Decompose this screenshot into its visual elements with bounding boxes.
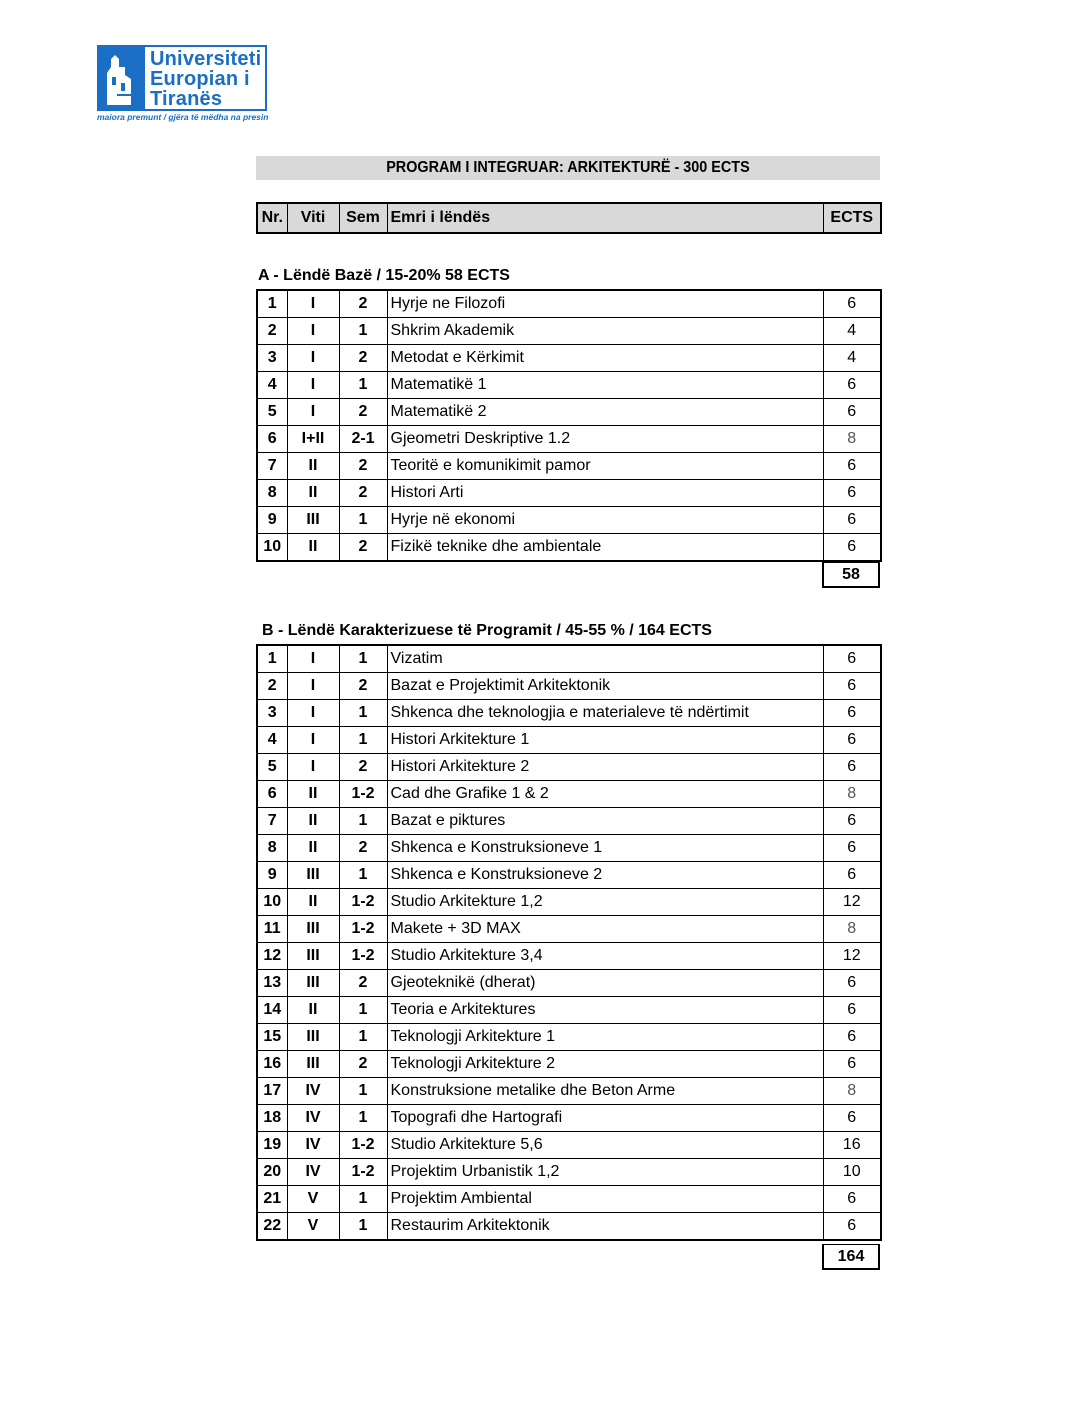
row-ects: 6 bbox=[823, 997, 881, 1024]
row-viti: III bbox=[287, 507, 339, 534]
row-ects: 8 bbox=[823, 1078, 881, 1105]
row-viti: III bbox=[287, 862, 339, 889]
row-sem: 1 bbox=[339, 862, 387, 889]
row-nr: 17 bbox=[257, 1078, 287, 1105]
table-row bbox=[257, 399, 881, 426]
table-row bbox=[257, 1213, 881, 1241]
column-header-table bbox=[256, 202, 882, 234]
table-row bbox=[257, 372, 881, 399]
row-course-name: Topografi dhe Hartografi bbox=[387, 1105, 823, 1132]
row-viti: I bbox=[287, 727, 339, 754]
row-course-name: Bazat e piktures bbox=[387, 808, 823, 835]
row-viti: I bbox=[287, 345, 339, 372]
row-viti: I bbox=[287, 673, 339, 700]
row-nr: 16 bbox=[257, 1051, 287, 1078]
row-sem: 1 bbox=[339, 700, 387, 727]
row-nr: 6 bbox=[257, 781, 287, 808]
logo-line-2: Europian i bbox=[150, 68, 250, 90]
section-a-total: 58 bbox=[822, 562, 880, 588]
row-viti: III bbox=[287, 1024, 339, 1051]
header-ects: ECTS bbox=[823, 203, 881, 233]
row-viti: I bbox=[287, 399, 339, 426]
table-row bbox=[257, 916, 881, 943]
row-nr: 14 bbox=[257, 997, 287, 1024]
row-sem: 2 bbox=[339, 673, 387, 700]
row-course-name: Matematikë 1 bbox=[387, 372, 823, 399]
row-course-name: Cad dhe Grafike 1 & 2 bbox=[387, 781, 823, 808]
table-row bbox=[257, 700, 881, 727]
row-course-name: Teoritë e komunikimit pamor bbox=[387, 453, 823, 480]
row-sem: 1 bbox=[339, 1105, 387, 1132]
row-ects: 4 bbox=[823, 345, 881, 372]
row-ects: 8 bbox=[823, 426, 881, 453]
logo-line-3: Tiranës bbox=[150, 88, 223, 110]
table-row bbox=[257, 534, 881, 562]
section-b-table bbox=[256, 644, 882, 1241]
table-row bbox=[257, 970, 881, 997]
table-row bbox=[257, 290, 881, 318]
row-nr: 3 bbox=[257, 700, 287, 727]
row-course-name: Vizatim bbox=[387, 645, 823, 673]
table-row bbox=[257, 426, 881, 453]
row-sem: 1-2 bbox=[339, 916, 387, 943]
row-course-name: Hyrje në ekonomi bbox=[387, 507, 823, 534]
row-sem: 1-2 bbox=[339, 1159, 387, 1186]
row-course-name: Teoria e Arkitektures bbox=[387, 997, 823, 1024]
row-sem: 1-2 bbox=[339, 889, 387, 916]
table-row bbox=[257, 727, 881, 754]
logo-tagline: maiora premunt / gjëra të mëdha na presin bbox=[97, 112, 269, 122]
row-viti: III bbox=[287, 1051, 339, 1078]
row-viti: I+II bbox=[287, 426, 339, 453]
row-viti: II bbox=[287, 835, 339, 862]
row-viti: II bbox=[287, 781, 339, 808]
table-row bbox=[257, 781, 881, 808]
row-nr: 10 bbox=[257, 889, 287, 916]
row-course-name: Gjeometri Deskriptive 1.2 bbox=[387, 426, 823, 453]
row-sem: 2 bbox=[339, 399, 387, 426]
table-row bbox=[257, 1159, 881, 1186]
row-ects: 6 bbox=[823, 862, 881, 889]
row-viti: IV bbox=[287, 1132, 339, 1159]
row-ects: 12 bbox=[823, 889, 881, 916]
column-header-row bbox=[257, 203, 881, 233]
row-sem: 1 bbox=[339, 1213, 387, 1241]
table-row bbox=[257, 507, 881, 534]
row-course-name: Studio Arkitekture 1,2 bbox=[387, 889, 823, 916]
university-logo bbox=[97, 45, 277, 125]
row-ects: 6 bbox=[823, 1105, 881, 1132]
row-sem: 1 bbox=[339, 997, 387, 1024]
row-ects: 10 bbox=[823, 1159, 881, 1186]
row-nr: 20 bbox=[257, 1159, 287, 1186]
row-viti: I bbox=[287, 700, 339, 727]
row-viti: III bbox=[287, 916, 339, 943]
row-nr: 3 bbox=[257, 345, 287, 372]
row-viti: I bbox=[287, 645, 339, 673]
row-course-name: Shkenca e Konstruksioneve 1 bbox=[387, 835, 823, 862]
row-ects: 6 bbox=[823, 700, 881, 727]
table-row bbox=[257, 1105, 881, 1132]
row-course-name: Shkenca dhe teknologjia e materialeve të ndërtimit bbox=[387, 700, 823, 727]
table-row bbox=[257, 889, 881, 916]
row-course-name: Teknologji Arkitekture 1 bbox=[387, 1024, 823, 1051]
row-viti: II bbox=[287, 534, 339, 562]
table-row bbox=[257, 862, 881, 889]
row-viti: I bbox=[287, 318, 339, 345]
row-course-name: Bazat e Projektimit Arkitektonik bbox=[387, 673, 823, 700]
row-sem: 1 bbox=[339, 645, 387, 673]
row-sem: 2-1 bbox=[339, 426, 387, 453]
row-ects: 6 bbox=[823, 1024, 881, 1051]
row-nr: 4 bbox=[257, 372, 287, 399]
header-name: Emri i lëndës bbox=[387, 203, 823, 233]
section-b-title: B - Lëndë Karakterizuese të Programit / 45-55 % / 164 ECTS bbox=[262, 622, 712, 639]
row-nr: 2 bbox=[257, 318, 287, 345]
table-row bbox=[257, 345, 881, 372]
row-viti: III bbox=[287, 943, 339, 970]
row-course-name: Gjeoteknikë (dherat) bbox=[387, 970, 823, 997]
table-row bbox=[257, 808, 881, 835]
row-course-name: Fizikë teknike dhe ambientale bbox=[387, 534, 823, 562]
row-nr: 18 bbox=[257, 1105, 287, 1132]
row-nr: 1 bbox=[257, 290, 287, 318]
table-row bbox=[257, 754, 881, 781]
row-viti: IV bbox=[287, 1105, 339, 1132]
row-course-name: Hyrje ne Filozofi bbox=[387, 290, 823, 318]
row-nr: 8 bbox=[257, 835, 287, 862]
row-sem: 1-2 bbox=[339, 781, 387, 808]
row-ects: 6 bbox=[823, 970, 881, 997]
row-viti: II bbox=[287, 808, 339, 835]
row-ects: 12 bbox=[823, 943, 881, 970]
table-row bbox=[257, 997, 881, 1024]
section-a-table bbox=[256, 289, 882, 562]
row-nr: 9 bbox=[257, 507, 287, 534]
row-nr: 11 bbox=[257, 916, 287, 943]
row-ects: 6 bbox=[823, 399, 881, 426]
row-sem: 2 bbox=[339, 345, 387, 372]
row-ects: 6 bbox=[823, 534, 881, 562]
row-sem: 1-2 bbox=[339, 943, 387, 970]
row-sem: 1 bbox=[339, 727, 387, 754]
row-viti: I bbox=[287, 290, 339, 318]
row-course-name: Histori Arti bbox=[387, 480, 823, 507]
row-course-name: Projektim Urbanistik 1,2 bbox=[387, 1159, 823, 1186]
row-course-name: Shkrim Akademik bbox=[387, 318, 823, 345]
row-course-name: Histori Arkitekture 1 bbox=[387, 727, 823, 754]
row-ects: 6 bbox=[823, 1051, 881, 1078]
row-nr: 8 bbox=[257, 480, 287, 507]
row-viti: II bbox=[287, 997, 339, 1024]
row-course-name: Projektim Ambiental bbox=[387, 1186, 823, 1213]
row-sem: 2 bbox=[339, 835, 387, 862]
table-row bbox=[257, 835, 881, 862]
row-course-name: Restaurim Arkitektonik bbox=[387, 1213, 823, 1241]
row-nr: 10 bbox=[257, 534, 287, 562]
row-course-name: Histori Arkitekture 2 bbox=[387, 754, 823, 781]
table-row bbox=[257, 1132, 881, 1159]
row-sem: 1 bbox=[339, 1024, 387, 1051]
table-row bbox=[257, 1186, 881, 1213]
row-sem: 2 bbox=[339, 970, 387, 997]
row-course-name: Studio Arkitekture 5,6 bbox=[387, 1132, 823, 1159]
row-sem: 1 bbox=[339, 808, 387, 835]
row-nr: 7 bbox=[257, 808, 287, 835]
header-viti: Viti bbox=[287, 203, 339, 233]
row-nr: 9 bbox=[257, 862, 287, 889]
table-row bbox=[257, 673, 881, 700]
row-sem: 2 bbox=[339, 290, 387, 318]
section-a-title: A - Lëndë Bazë / 15-20% 58 ECTS bbox=[258, 267, 510, 284]
row-nr: 2 bbox=[257, 673, 287, 700]
row-ects: 6 bbox=[823, 372, 881, 399]
row-viti: V bbox=[287, 1186, 339, 1213]
row-sem: 2 bbox=[339, 754, 387, 781]
row-viti: II bbox=[287, 889, 339, 916]
row-ects: 8 bbox=[823, 781, 881, 808]
row-course-name: Matematikë 2 bbox=[387, 399, 823, 426]
row-nr: 6 bbox=[257, 426, 287, 453]
row-ects: 6 bbox=[823, 1213, 881, 1241]
page-title: PROGRAM I INTEGRUAR: ARKITEKTURË - 300 ECTS bbox=[256, 156, 880, 180]
row-ects: 6 bbox=[823, 290, 881, 318]
row-sem: 2 bbox=[339, 534, 387, 562]
row-ects: 6 bbox=[823, 754, 881, 781]
row-viti: II bbox=[287, 453, 339, 480]
row-sem: 1 bbox=[339, 1186, 387, 1213]
row-ects: 6 bbox=[823, 1186, 881, 1213]
row-ects: 8 bbox=[823, 916, 881, 943]
row-ects: 6 bbox=[823, 673, 881, 700]
row-nr: 4 bbox=[257, 727, 287, 754]
row-sem: 1-2 bbox=[339, 1132, 387, 1159]
row-viti: III bbox=[287, 970, 339, 997]
row-nr: 19 bbox=[257, 1132, 287, 1159]
row-viti: II bbox=[287, 480, 339, 507]
table-row bbox=[257, 480, 881, 507]
table-row bbox=[257, 318, 881, 345]
logo-line-1: Universiteti bbox=[150, 48, 262, 70]
row-sem: 1 bbox=[339, 507, 387, 534]
table-row bbox=[257, 645, 881, 673]
row-ects: 6 bbox=[823, 480, 881, 507]
tower-emblem-icon bbox=[97, 45, 143, 111]
row-ects: 6 bbox=[823, 645, 881, 673]
row-nr: 5 bbox=[257, 754, 287, 781]
row-course-name: Metodat e Kërkimit bbox=[387, 345, 823, 372]
row-sem: 1 bbox=[339, 372, 387, 399]
row-viti: IV bbox=[287, 1078, 339, 1105]
row-course-name: Shkenca e Konstruksioneve 2 bbox=[387, 862, 823, 889]
row-nr: 22 bbox=[257, 1213, 287, 1241]
row-ects: 4 bbox=[823, 318, 881, 345]
row-ects: 16 bbox=[823, 1132, 881, 1159]
row-ects: 6 bbox=[823, 808, 881, 835]
row-course-name: Teknologji Arkitekture 2 bbox=[387, 1051, 823, 1078]
row-ects: 6 bbox=[823, 835, 881, 862]
row-course-name: Konstruksione metalike dhe Beton Arme bbox=[387, 1078, 823, 1105]
row-ects: 6 bbox=[823, 453, 881, 480]
table-row bbox=[257, 1051, 881, 1078]
logo-wordmark-box bbox=[143, 45, 267, 111]
row-nr: 1 bbox=[257, 645, 287, 673]
row-sem: 2 bbox=[339, 453, 387, 480]
row-sem: 2 bbox=[339, 1051, 387, 1078]
row-nr: 5 bbox=[257, 399, 287, 426]
row-nr: 7 bbox=[257, 453, 287, 480]
table-row bbox=[257, 943, 881, 970]
row-viti: V bbox=[287, 1213, 339, 1241]
row-sem: 1 bbox=[339, 318, 387, 345]
row-nr: 12 bbox=[257, 943, 287, 970]
row-viti: I bbox=[287, 372, 339, 399]
row-ects: 6 bbox=[823, 507, 881, 534]
row-ects: 6 bbox=[823, 727, 881, 754]
row-nr: 15 bbox=[257, 1024, 287, 1051]
row-sem: 1 bbox=[339, 1078, 387, 1105]
row-viti: IV bbox=[287, 1159, 339, 1186]
row-nr: 21 bbox=[257, 1186, 287, 1213]
table-row bbox=[257, 1024, 881, 1051]
row-course-name: Studio Arkitekture 3,4 bbox=[387, 943, 823, 970]
header-sem: Sem bbox=[339, 203, 387, 233]
row-nr: 13 bbox=[257, 970, 287, 997]
row-sem: 2 bbox=[339, 480, 387, 507]
table-row bbox=[257, 453, 881, 480]
section-b-total: 164 bbox=[822, 1244, 880, 1270]
header-nr: Nr. bbox=[257, 203, 287, 233]
row-course-name: Makete + 3D MAX bbox=[387, 916, 823, 943]
table-row bbox=[257, 1078, 881, 1105]
row-viti: I bbox=[287, 754, 339, 781]
